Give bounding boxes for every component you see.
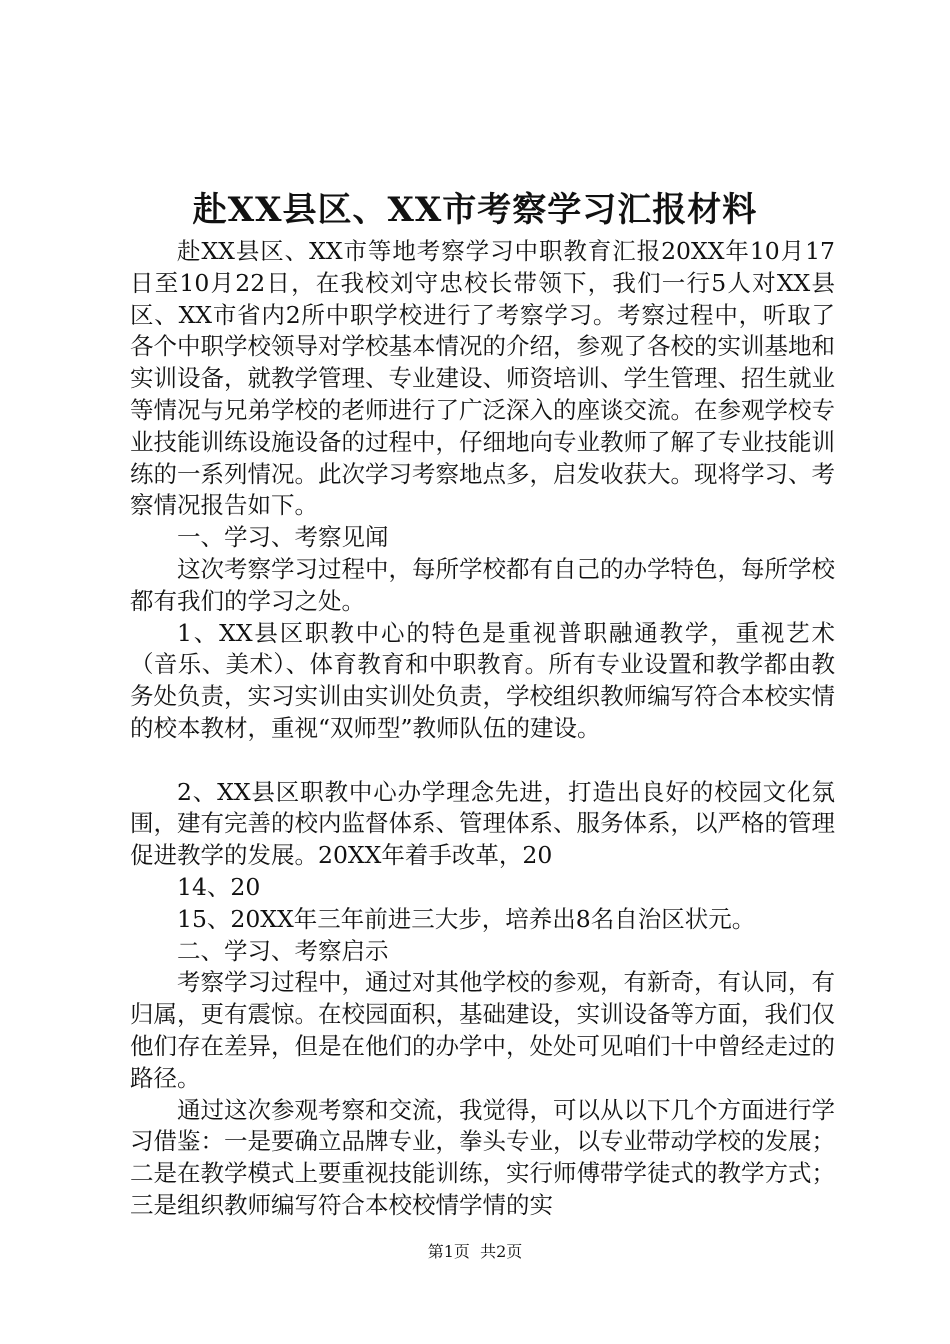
page-number: 第1页 共2页 (427, 1242, 523, 1261)
paragraph-fragment-15: 15、20XX年三年前进三大步，培养出8名自治区状元。 (177, 904, 756, 933)
section-heading-insights: 二、学习、考察启示 (177, 936, 389, 965)
paragraph-insights-2: 通过这次参观考察和交流，我觉得，可以从以下几个方面进行学习借鉴：一是要确立品牌专业，拳头专业，以专业带动学校的发展；二是在教学模式上要重视技能训练，实行师傅带学徒式的教学方式；三是组织教师编写符合本校校情学情的实 (130, 1095, 835, 1219)
paragraph-item-2: 2、XX县区职教中心办学理念先进，打造出良好的校园文化氛围，建有完善的校内监督体系、管理体系、服务体系，以严格的管理促进教学的发展。20XX年着手改革，20 (130, 777, 835, 870)
paragraph-spacer (130, 745, 835, 777)
paragraph-intro: 赴XX县区、XX市等地考察学习中职教育汇报20XX年10月17日至10月22日，在我校刘守忠校长带领下，我们一行5人对XX县区、XX市省内2所中职学校进行了考察学习。考察过程中，听取了各个中职学校领导对学校基本情况的介绍，参观了各校的实训基地和实训设备，就教学管理、专业建设、师资培训、学生管理、招生就业等情况与兄弟学校的老师进行了广泛深入的座谈交流。在参观学校专业技能训练设施设备的过程中，仔细地向专业教师了解了专业技能训练的一系列情况。此次学习考察地点多，启发收获大。现将学习、考察情况报告如下。 (130, 237, 835, 520)
paragraph-fragment-14: 14、20 (177, 872, 261, 901)
document-body (130, 236, 835, 1222)
paragraph-insights-1: 考察学习过程中，通过对其他学校的参观，有新奇，有认同，有归属，更有震惊。在校园面积，基础建设，实训设备等方面，我们仅他们存在差异，但是在他们的办学中，处处可见咱们十中曾经走过的路径。 (130, 968, 835, 1092)
document-title: 赴XX县区、XX市考察学习汇报材料 (192, 190, 758, 230)
section-heading-observations: 一、学习、考察见闻 (177, 523, 389, 552)
paragraph-item-1: 1、XX县区职教中心的特色是重视普职融通教学，重视艺术（音乐、美术）、体育教育和中职教育。所有专业设置和教学都由教务处负责，实习实训由实训处负责，学校组织教师编写符合本校实情的校本教材，重视“双师型”教师队伍的建设。 (130, 618, 835, 742)
page-footer (0, 1240, 950, 1264)
paragraph-observations-summary: 这次考察学习过程中，每所学校都有自己的办学特色，每所学校都有我们的学习之处。 (130, 554, 835, 615)
